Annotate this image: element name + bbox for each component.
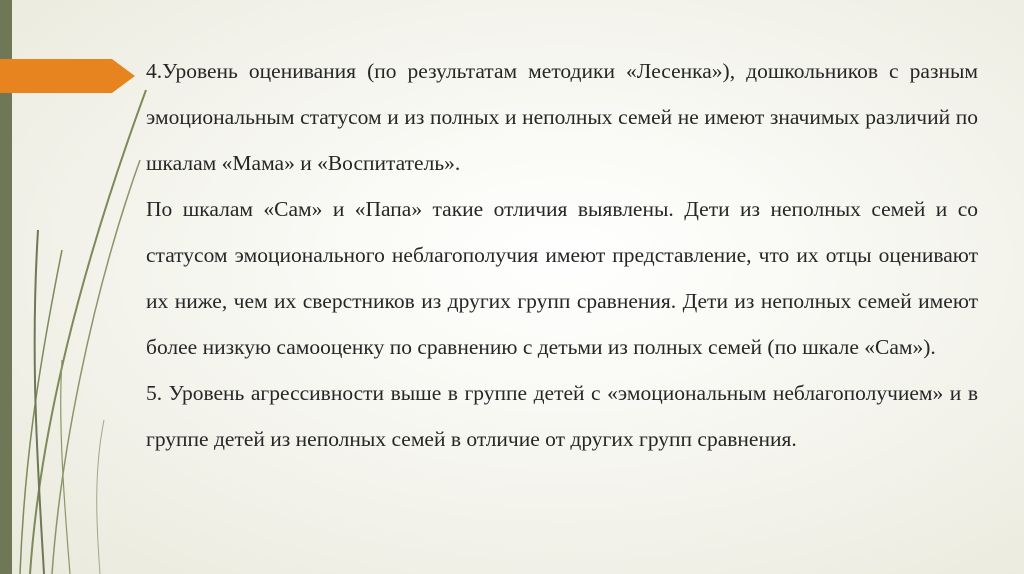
- paragraph-2: По шкалам «Сам» и «Папа» такие отличия выявлены. Дети из неполных семей и со статусом эмоционального неблагополучия имеют представление, что их отцы оценивают их ниже, чем их сверстников из других групп сравнения. Дети из неполных семей имеют более низкую самооценку по сравнению с детьми из полных семей (по шкале «Сам»).: [146, 197, 978, 359]
- slide-text-body: [146, 48, 978, 462]
- arrow-bullet-icon: [0, 59, 135, 93]
- paragraph-1: 4.Уровень оценивания (по результатам методики «Лесенка»), дошкольников с разным эмоциональным статусом и из полных и неполных семей не имеют значимых различий по шкалам «Мама» и «Воспитатель».: [146, 59, 978, 175]
- paragraph-3: 5. Уровень агрессивности выше в группе детей с «эмоциональным неблагополучием» и в группе детей из неполных семей в отличие от других групп сравнения.: [146, 381, 978, 451]
